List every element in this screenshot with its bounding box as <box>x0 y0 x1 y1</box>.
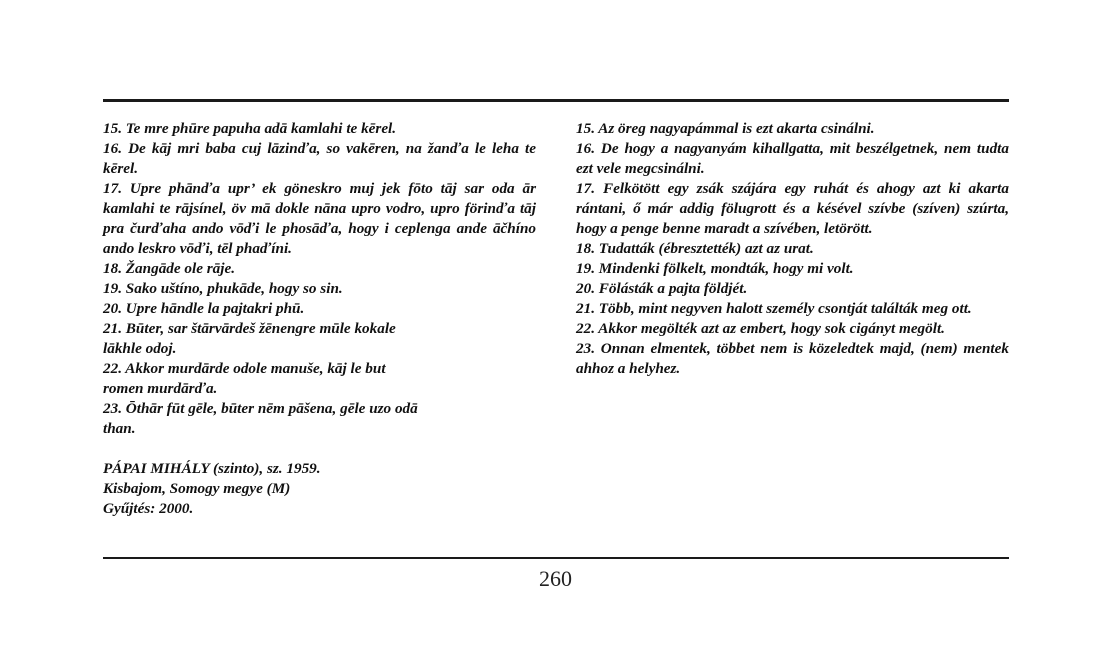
verse-paragraph: 16. De hogy a nagyanyám kihallgatta, mit beszélgetnek, nem tudta ezt vele megcsinálni. <box>576 140 1009 177</box>
verse-paragraph: 20. Upre hāndle la pajtakri phū. <box>103 300 305 317</box>
informant-credit <box>103 459 536 519</box>
verse-paragraph: 23. Onnan elmentek, többet nem is közeledtek majd, (nem) mentek ahhoz a helyhez. <box>576 340 1009 377</box>
verse-paragraph <box>103 399 536 439</box>
verse-paragraph: 17. Felkötött egy zsák szájára egy ruhát és ahogy azt ki akarta rántani, ő már addig fölugrott és a késével szívbe (szíven) szúrta, hogy a penge benne maradt a szívében, letörött. <box>576 180 1009 237</box>
verse-paragraph <box>103 319 536 359</box>
verse-line: 23. Ōthār fūt gēle, būter nēm pāšena, gēle uzo odā <box>103 400 418 417</box>
verse-paragraph: 21. Több, mint negyven halott személy csontját találták meg ott. <box>576 300 972 317</box>
verse-paragraph: 20. Fölásták a pajta földjét. <box>576 280 748 297</box>
informant-location: Kisbajom, Somogy megye (M) <box>103 480 291 497</box>
top-rule <box>103 99 1009 102</box>
hungarian-translation-column <box>576 119 1009 379</box>
verse-line: than. <box>103 420 136 437</box>
bottom-rule <box>103 557 1009 559</box>
informant-name: PÁPAI MIHÁLY (szinto), sz. 1959. <box>103 460 321 477</box>
verse-line: 21. Būter, sar štārvārdeš žēnengre mūle kokale <box>103 320 396 337</box>
verse-paragraph: 19. Mindenki fölkelt, mondták, hogy mi volt. <box>576 260 854 277</box>
page-number: 260 <box>539 566 572 591</box>
verse-paragraph: 15. Te mre phūre papuha adā kamlahi te kērel. <box>103 120 397 137</box>
verse-paragraph: 22. Akkor megölték azt az embert, hogy sok cigányt megölt. <box>576 320 945 337</box>
verse-paragraph: 18. Tudatták (ébresztették) azt az urat. <box>576 240 814 257</box>
verse-paragraph: 18. Žangāde ole rāje. <box>103 260 236 277</box>
romani-text-column <box>103 119 536 519</box>
verse-line: 22. Akkor murdārde odole manuše, kāj le but <box>103 360 386 377</box>
verse-line: lākhle odoj. <box>103 340 177 357</box>
collection-year: Gyűjtés: 2000. <box>103 500 194 517</box>
verse-paragraph: 17. Upre phānďa upr’ ek göneskro muj jek fōto tāj sar oda ār kamlahi te rājsínel, öv mā dokle nāna upro vodro, upro förinďa tāj pra čurďaha ando vōďi le phosāďa, hogy i ceplenga ande āčhíno ando leskro vōďi, tēl phaďíni. <box>103 180 536 257</box>
verse-paragraph: 16. De kāj mri baba cuj lāzinďa, so vakēren, na žanďa le leha te kērel. <box>103 140 536 177</box>
verse-line: romen murdārďa. <box>103 380 218 397</box>
verse-paragraph <box>103 359 536 399</box>
verse-paragraph: 15. Az öreg nagyapámmal is ezt akarta csinálni. <box>576 120 875 137</box>
verse-paragraph: 19. Sako uštíno, phukāde, hogy so sin. <box>103 280 343 297</box>
